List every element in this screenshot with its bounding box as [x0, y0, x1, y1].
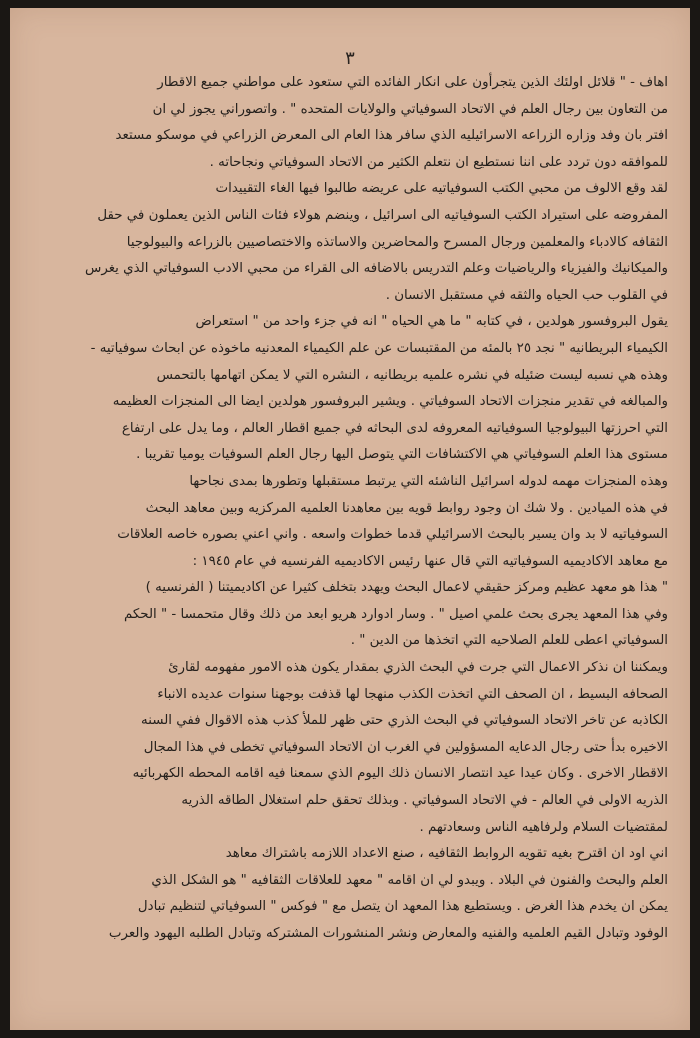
text-line: في القلوب حب الحياه والثقه في مستقبل الانسان . — [385, 287, 668, 303]
text-line: التي احرزتها البيولوجيا السوفياتيه المعروفه لدى البحاثه في جميع اقطار العالم ، وما يدل على ارتفاع — [121, 420, 668, 436]
text-line: الكيمياء البريطانيه " نجد ٢٥ بالمئه من المقتبسات عن علم الكيمياء المعدنيه ماخوذه عن ابحاث سوفياتيه - — [90, 340, 668, 356]
text-line: العلم والبحث والفنون في البلاد . ويبدو لي ان اقامه " معهد للعلاقات الثقافيه " هو الشكل الذي — [151, 872, 668, 888]
text-line: في هذه الميادين . ولا شك ان وجود روابط قويه بين معاهدنا العلميه المركزيه وبين معاهد البحث — [145, 500, 668, 516]
text-line: افتر بان وفد وزاره الزراعه الاسرائيليه الذي سافر هذا العام الى المعرض الزراعي في موسكو مستعد — [115, 128, 668, 144]
text-line: والمبالغه في تقدير منجزات الاتحاد السوفياتي . ويشير البروفسور هولدين ايضا الى المنجزات العظيمه — [112, 394, 668, 410]
text-line: الذريه الاولى في العالم - في الاتحاد السوفياتي . وبذلك تحقق حلم استغلال الطاقه الذريه — [181, 793, 668, 809]
text-line: الكاذبه عن تاخر الاتحاد السوفياتي في البحث الذري حتى ظهر للملأ كذب هذه الاقوال ففي السنه — [141, 713, 668, 729]
text-line: يقول البروفسور هولدين ، في كتابه " ما هي الحياه " انه في جزء واحد من " استعراض — [195, 314, 668, 330]
text-line: مستوى هذا العلم السوفياتي هي الاكتشافات التي يتوصل اليها رجال العلم السوفيات يوميا تقريبا . — [136, 447, 668, 463]
text-line: الوفود وتبادل القيم العلميه والفنيه والمعارض ونشر المنشورات المشتركه وتبادل الطلبه اليهود والعرب — [108, 926, 668, 941]
text-line: الثقافه كالادباء والمعلمين ورجال المسرح والمحاضرين والاساتذه والاختصاصيين بالزراعه والبيولوجيا — [126, 234, 668, 250]
text-line: يمكن ان يخدم هذا الغرض . ويستطيع هذا المعهد ان يتصل مع " فوكس " السوفياتي لتنظيم تبادل — [137, 899, 668, 915]
text-line: المفروضه على استيراد الكتب السوفياتيه الى اسرائيل ، وينضم هولاء فئات الناس الذين يعملون في حقل — [97, 207, 668, 223]
text-line: للموافقه دون تردد على اننا نستطيع ان نتعلم الكثير من الاتحاد السوفياتي ونجاحاته . — [209, 154, 668, 170]
text-line: الاخيره بدأ حتى رجال الدعايه المسؤولين في الغرب ان الاتحاد السوفياتي تخطى في هذا المجال — [143, 739, 668, 755]
text-line: والميكانيك والفيزياء والرياضيات وعلم التدريس بالاضافه الى القراء من محبي الادب السوفياتي الذي يغرس — [84, 261, 668, 277]
text-line: من التعاون بين رجال العلم في الاتحاد السوفياتي والولايات المتحده " . واتصوراني يجوز لي ان — [152, 101, 668, 117]
text-line: السوفياتي اعطى للعلم الصلاحيه التي اتخذها من الدين " . — [350, 633, 668, 649]
text-line: وفي هذا المعهد يجرى بحث علمي اصيل " . وسار ادوارد هريو ابعد من ذلك وقال متحمسا - " الحكم — [124, 606, 668, 622]
document-page — [10, 8, 690, 1030]
text-line: السوفياتيه لا بد وان يسير بالبحث الاسرائيلي قدما خطوات واسعه . واني اعني بصوره خاصه العلاقات — [117, 527, 668, 543]
page-number: ٣ — [345, 48, 355, 69]
text-line: الصحافه البسيط ، ان الصحف التي اتخذت الكذب منهجا لها قذفت بوجهنا سنوات عديده الانباء — [157, 686, 668, 702]
text-line: وهذه المنجزات مهمه لدوله اسرائيل الناشئه التي يرتبط مستقبلها وتطورها بمدى نجاحها — [189, 473, 668, 489]
text-line: لقد وقع الالوف من محبي الكتب السوفياتيه على عريضه طالبوا فيها الغاء التقييدات — [215, 181, 668, 197]
text-line: ويمكننا ان نذكر الاعمال التي جرت في البحث الذري بمقدار يكون هذه الامور مفهومه لقارئ — [168, 660, 668, 676]
text-line: " هذا هو معهد عظيم ومركز حقيقي لاعمال البحث ويهدد بتخلف كثيرا عن اكاديميتنا ( الفرنسيه ) — [145, 580, 668, 596]
text-line: اني اود ان اقترح بغيه تقويه الروابط الثقافيه ، صنع الاعداد اللازمه باشتراك معاهد — [225, 846, 668, 862]
text-line: اهاف - " قلائل اولئك الذين يتجرأون على انكار الفائده التي ستعود على مواطني جميع الاقطار — [157, 75, 668, 90]
text-line: لمقتضيات السلام ولرفاهيه الناس وسعادتهم . — [419, 819, 668, 835]
text-line: الاقطار الاخرى . وكان عيدا عيد انتصار الانسان ذلك اليوم الذي سمعنا فيه اقامه المحطه الكهربائيه — [132, 766, 668, 782]
body-text — [38, 70, 668, 948]
text-line: وهذه هي نسبه ليست ضئيله في نشره علميه بريطانيه ، النشره التي لا يمكن اتهامها بالتحمس — [156, 367, 668, 383]
text-line: مع معاهد الاكاديميه السوفياتيه التي قال عنها رئيس الاكاديميه الفرنسيه في عام ١٩٤٥ : — [192, 553, 668, 569]
